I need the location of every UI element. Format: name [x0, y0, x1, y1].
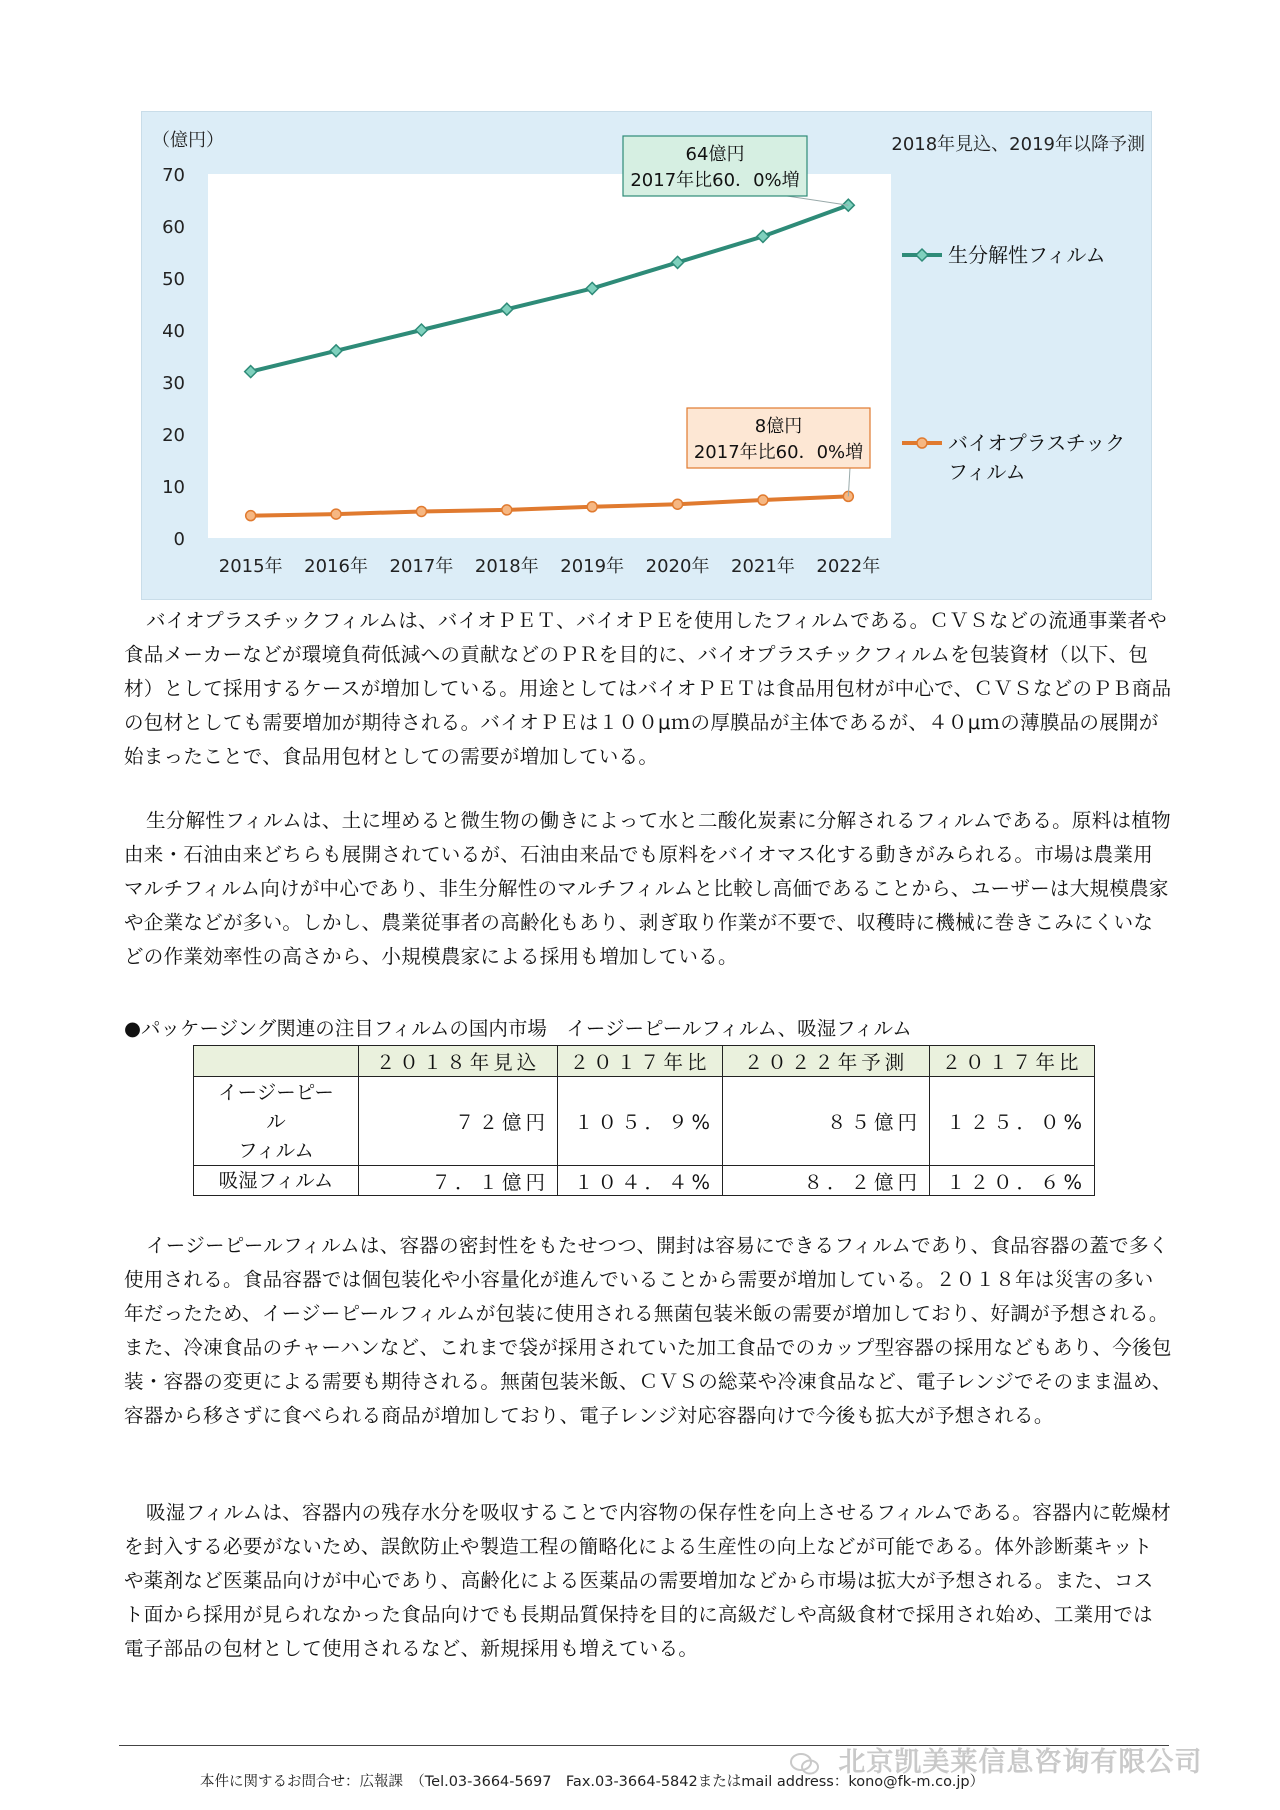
table-cell: ８．２億円	[723, 1166, 930, 1196]
data-point	[673, 499, 683, 509]
y-tick-label: 30	[162, 373, 185, 394]
paragraph-easy-peel	[124, 1229, 1172, 1433]
paragraph-moisture-text: 吸湿フィルムは、容器内の残存水分を吸収することで内容物の保存性を向上させるフィルムである。容器内に乾燥材を封入する必要がないため、誤飲防止や製造工程の簡略化による生産性の向上などが可能である。体外診断薬キットや薬剤など医薬品向けが中心であり、高齢化による医薬品の需要増加などから市場は拡大が予想される。また、コスト面から採用が見られなかった食品向けでも長期品質保持を目的に高級だしや高級食材で採用され始め、工業用では電子部品の包材として使用されるなど、新規採用も増えている。	[124, 1501, 1171, 1660]
row-name-moisture	[194, 1166, 359, 1196]
x-tick-label: 2017年	[389, 556, 454, 577]
callout-value: 8億円	[754, 416, 803, 437]
paragraph-biodegradable-text: 生分解性フィルムは、土に埋めると微生物の働きによって水と二酸化炭素に分解されるフィルムである。原料は植物由来・石油由来どちらも展開されているが、石油由来品でも原料をバイオマス化する動きがみられる。市場は農業用マルチフィルム向けが中心であり、非生分解性のマルチフィルムと比較し高価であることから、ユーザーは大規模農家や企業などが多い。しかし、農業従事者の高齢化もあり、剥ぎ取り作業が不要で、収穫時に機械に巻きこみにくいなどの作業効率性の高さから、小規模農家による採用も増加している。	[124, 809, 1171, 968]
x-tick-label: 2022年	[816, 556, 881, 577]
table-header-cell: ２０１８年見込	[359, 1046, 558, 1077]
y-tick-label: 10	[162, 477, 185, 498]
paragraph-easy-peel-text: イージーピールフィルムは、容器の密封性をもたせつつ、開封は容易にできるフィルムであり、食品容器の蓋で多く使用される。食品容器では個包装化や小容量化が進んでいることから需要が増加している。２０１８年は災害の多い年だったため、イージーピールフィルムが包装に使用される無菌包装米飯の需要が増加しており、好調が予想される。また、冷凍食品のチャーハンなど、これまで袋が採用されていた加工食品でのカップ型容器の採用などもあり、今後包装・容器の変更による需要も期待される。無菌包装米飯、ＣＶＳの総菜や冷凍食品など、電子レンジでそのまま温め、容器から移さずに食べられる商品が増加しており、電子レンジ対応容器向けで今後も拡大が予想される。	[124, 1234, 1172, 1427]
table-cell: ８５億円	[723, 1077, 930, 1166]
table-header-row	[194, 1046, 1095, 1077]
x-tick-label: 2018年	[474, 556, 539, 577]
y-tick-label: 50	[162, 269, 185, 290]
table-header-cell: ２０１７年比	[558, 1046, 723, 1077]
data-point	[502, 505, 512, 515]
watermark	[790, 1740, 1202, 1779]
chart-note: 2018年見込、2019年以降予測	[891, 134, 1145, 155]
table-row	[194, 1077, 1095, 1166]
market-table	[193, 1045, 1095, 1196]
line-chart-svg	[142, 112, 1153, 601]
table-cell: １２０．６%	[930, 1166, 1095, 1196]
data-point	[587, 502, 597, 512]
table-header-cell: ２０２２年予測	[723, 1046, 930, 1077]
table-cell: ７２億円	[359, 1077, 558, 1166]
row-name-line: イージーピー	[218, 1080, 334, 1104]
row-name-line: 吸湿フィルム	[218, 1169, 334, 1192]
paragraph-moisture	[124, 1496, 1172, 1666]
table-cell: １０５．９%	[558, 1077, 723, 1166]
data-point	[246, 511, 256, 521]
table-row	[194, 1166, 1095, 1196]
y-tick-label: 70	[162, 165, 185, 186]
y-tick-label: 20	[162, 425, 185, 446]
y-tick-label: 60	[162, 217, 185, 238]
legend-swatch-marker	[916, 249, 928, 261]
section-heading: ●パッケージング関連の注目フィルムの国内市場 イージーピールフィルム、吸湿フィルム	[124, 1017, 912, 1040]
paragraph-biodegradable	[124, 804, 1172, 974]
paragraph-bioplastic-text: バイオプラスチックフィルムは、バイオＰＥＴ、バイオＰＥを使用したフィルムである。ＣＶＳなどの流通事業者や食品メーカーなどが環境負荷低減への貢献などのＰＲを目的に、バイオプラスチックフィルムを包装資材（以下、包材）として採用するケースが増加している。用途としてはバイオＰＥＴは食品用包材が中心で、ＣＶＳなどのＰＢ商品の包材としても需要増加が期待される。バイオＰＥは１００μｍの厚膜品が主体であるが、４０μｍの薄膜品の展開が始まったことで、食品用包材としての需要が増加している。	[124, 609, 1172, 768]
callout-value: 64億円	[685, 144, 745, 165]
wechat-icon	[790, 1752, 820, 1776]
table-cell: １２５．０%	[930, 1077, 1095, 1166]
paragraph-bioplastic	[124, 604, 1172, 774]
footer-contact: 本件に関するお問合せ：広報課 （Tel.03-3664-5697 Fax.03-3664-5842またはmail address：kono@fk-m.co.jp）	[200, 1774, 985, 1790]
y-tick-label: 0	[173, 529, 185, 550]
table-header-cell	[194, 1046, 359, 1077]
x-tick-label: 2019年	[560, 556, 625, 577]
callout-growth: 2017年比60．0%増	[693, 442, 864, 463]
data-point	[758, 495, 768, 505]
market-chart	[141, 111, 1152, 600]
y-tick-label: 40	[162, 321, 185, 342]
data-point	[331, 509, 341, 519]
legend-label: 生分解性フィルム	[948, 243, 1106, 267]
x-tick-label: 2021年	[731, 556, 795, 577]
legend-label: バイオプラスチック	[948, 431, 1126, 455]
row-name-line: ル	[266, 1109, 286, 1133]
x-tick-label: 2015年	[218, 556, 283, 577]
table-cell: ７．１億円	[359, 1166, 558, 1196]
legend-label: フィルム	[948, 460, 1026, 484]
table-header-cell: ２０１７年比	[930, 1046, 1095, 1077]
data-point	[416, 506, 426, 516]
x-tick-label: 2020年	[645, 556, 710, 577]
x-tick-label: 2016年	[304, 556, 368, 577]
callout-growth: 2017年比60．0%増	[630, 170, 800, 191]
y-unit-label: （億円）	[152, 130, 224, 151]
watermark-text: 北京凯美莱信息咨询有限公司	[838, 1747, 1203, 1778]
row-name-line: フィルム	[238, 1138, 314, 1162]
legend-swatch-marker	[917, 438, 927, 448]
table-cell: １０４．４%	[558, 1166, 723, 1196]
row-name-easy-peel	[194, 1077, 359, 1166]
